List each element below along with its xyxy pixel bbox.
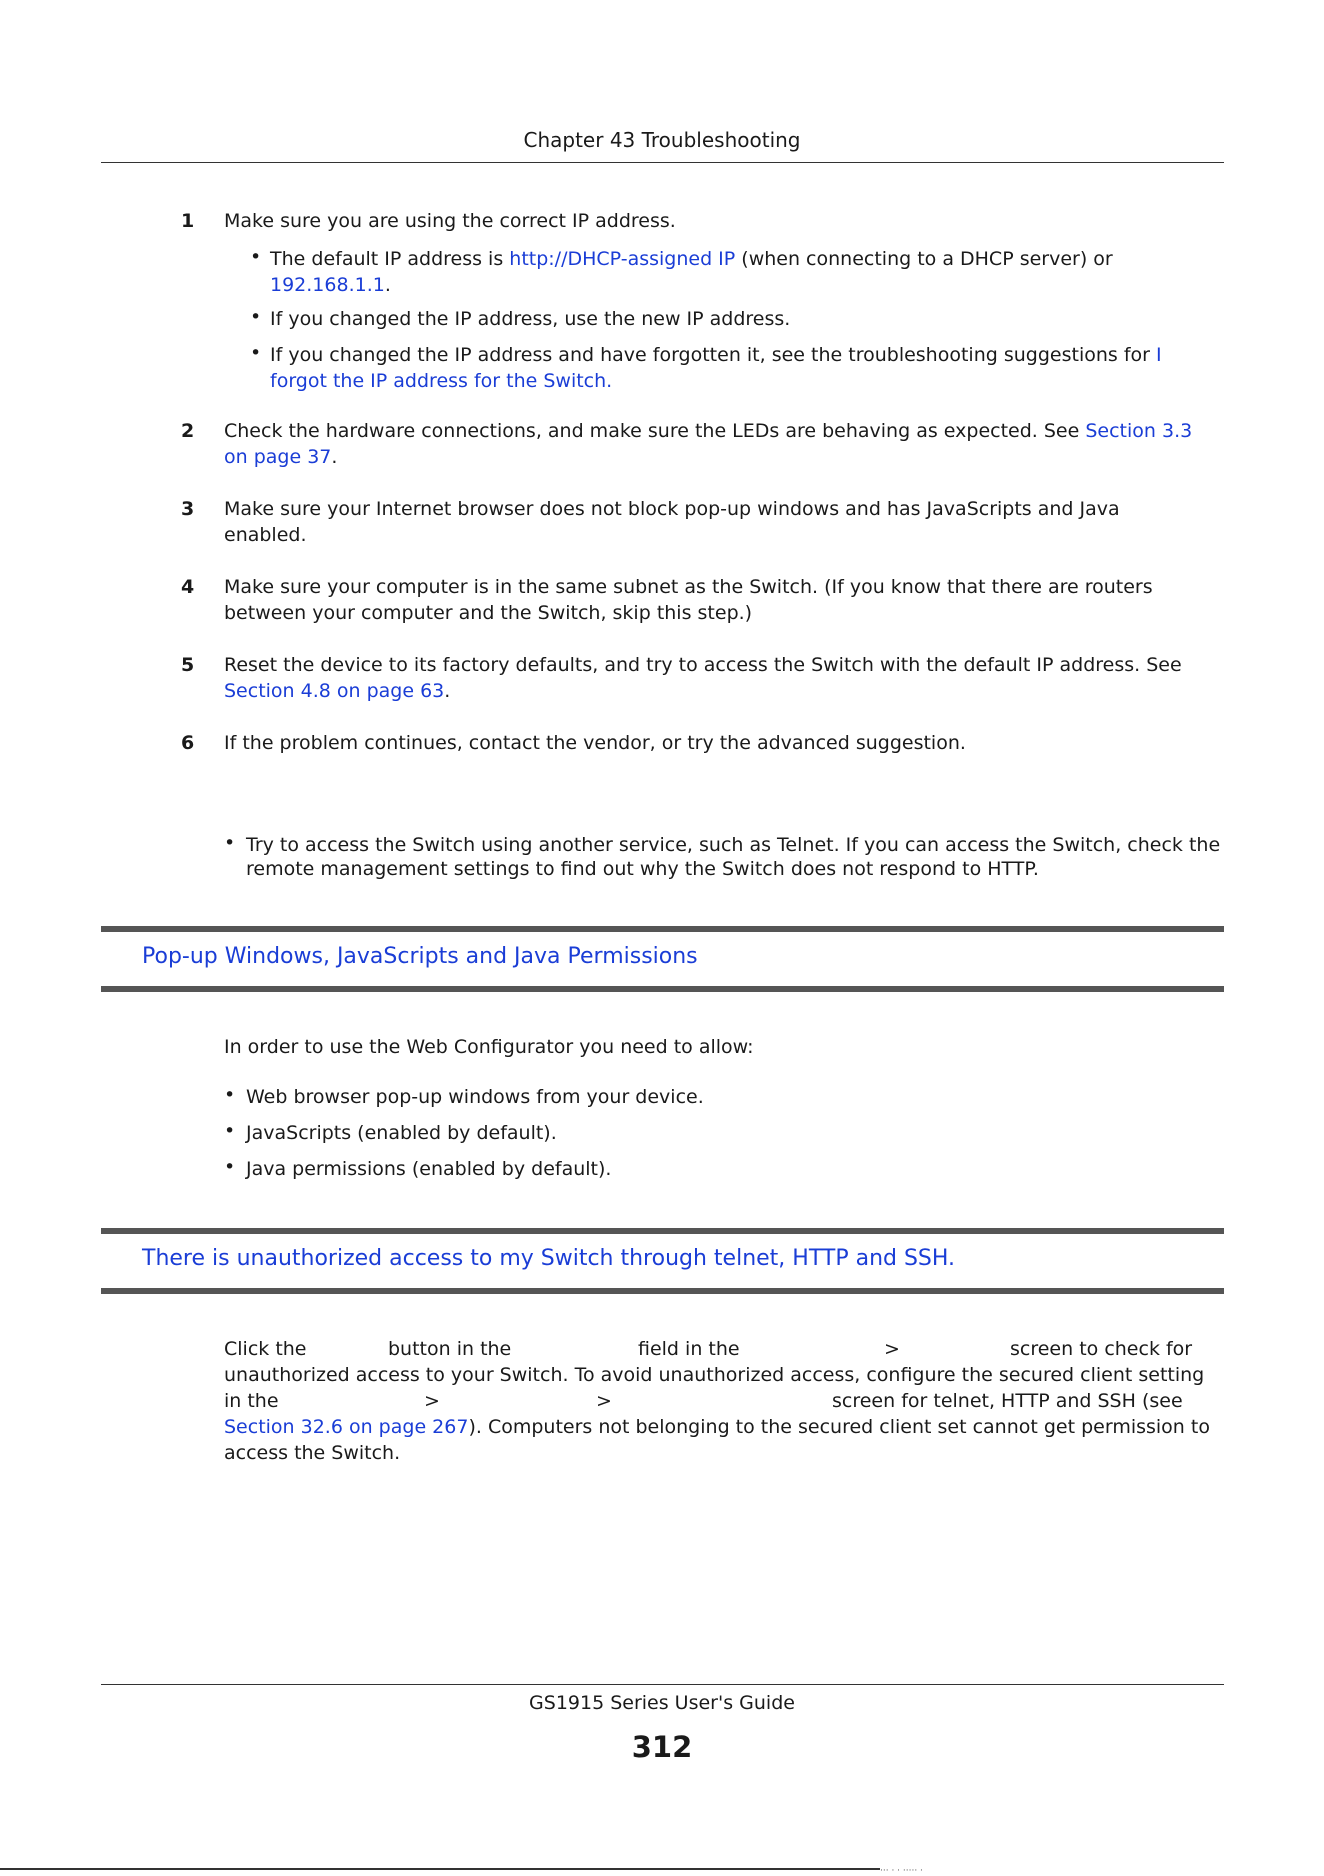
bullet-text: If you changed the IP address and have forgotten it, see the troubleshooting suggestions for I: [270, 344, 1162, 366]
advanced-text-cont: remote management settings to find out why the Switch does not respond to HTTP.: [246, 858, 1039, 880]
step-text: Check the hardware connections, and make sure the LEDs are behaving as expected. See Section 3.3: [224, 420, 1193, 442]
forgot-ip-link[interactable]: I: [1156, 344, 1162, 366]
step-text: If the problem continues, contact the vendor, or try the advanced suggestion.: [224, 732, 966, 754]
access-text: >: [884, 1338, 900, 1360]
popup-bullet: Web browser pop-up windows from your device.: [246, 1086, 704, 1108]
access-text: access the Switch.: [224, 1442, 401, 1464]
bullet: •: [224, 832, 236, 854]
bottom-edge-rule: [0, 1868, 880, 1870]
popup-bullet: JavaScripts (enabled by default).: [246, 1122, 557, 1144]
bottom-edge-text: ··· · · ····· ·: [880, 1866, 923, 1876]
section-4-8-link[interactable]: Section 4.8 on page 63: [224, 680, 445, 702]
access-text: Section 32.6 on page 267). Computers not belonging to the secured client set cannot get permission to: [224, 1416, 1210, 1438]
header-rule: [101, 162, 1224, 163]
section-title-access: There is unauthorized access to my Switch through telnet, HTTP and SSH.: [142, 1246, 956, 1271]
access-text: screen to check for: [1010, 1338, 1193, 1360]
running-header: Chapter 43 Troubleshooting: [523, 128, 801, 152]
bullet: •: [224, 1120, 236, 1142]
ip-192-link[interactable]: 192.168.1.1: [270, 274, 385, 296]
popup-intro: In order to use the Web Configurator you need to allow:: [224, 1036, 754, 1058]
step-number: 3: [181, 498, 195, 520]
bullet: •: [250, 306, 262, 328]
access-text: >: [424, 1390, 440, 1412]
section-3-3-link[interactable]: Section 3.3: [1085, 420, 1193, 442]
access-text: screen for telnet, HTTP and SSH (see: [832, 1390, 1183, 1412]
bullet: •: [250, 342, 262, 364]
section-title-popup: Pop-up Windows, JavaScripts and Java Permissions: [142, 944, 698, 969]
bullet: •: [224, 1156, 236, 1178]
step-text-cont: enabled.: [224, 524, 307, 546]
advanced-text: Try to access the Switch using another service, such as Telnet. If you can access the Switch, check the: [246, 834, 1221, 856]
step-text-cont: between your computer and the Switch, skip this step.): [224, 602, 753, 624]
bullet-text-cont: 192.168.1.1.: [270, 274, 391, 296]
access-text: unauthorized access to your Switch. To avoid unauthorized access, configure the secured client setting: [224, 1364, 1205, 1386]
page-number: 312: [631, 1730, 693, 1764]
step-number: 2: [181, 420, 195, 442]
step-text: Make sure your Internet browser does not block pop-up windows and has JavaScripts and Java: [224, 498, 1120, 520]
step-text-cont: on page 37.: [224, 446, 338, 468]
section-32-6-link[interactable]: Section 32.6 on page 267: [224, 1416, 469, 1438]
step-text: Make sure you are using the correct IP address.: [224, 210, 676, 232]
footer-rule: [101, 1684, 1224, 1685]
default-ip-link[interactable]: http://DHCP-assigned IP: [509, 248, 736, 270]
access-text: button in the: [388, 1338, 512, 1360]
step-text-cont: Section 4.8 on page 63.: [224, 680, 451, 702]
bullet: •: [224, 1084, 236, 1106]
bullet: •: [250, 246, 262, 268]
section-rule-top: [101, 1228, 1224, 1234]
step-number: 6: [181, 732, 195, 754]
step-number: 1: [181, 210, 195, 232]
step-number: 4: [181, 576, 195, 598]
access-text: >: [596, 1390, 612, 1412]
section-rule-bottom: [101, 1288, 1224, 1294]
step-number: 5: [181, 654, 195, 676]
access-text: in the: [224, 1390, 279, 1412]
forgot-ip-link-cont[interactable]: forgot the IP address for the Switch.: [270, 370, 613, 392]
popup-bullet: Java permissions (enabled by default).: [246, 1158, 612, 1180]
step-text: Reset the device to its factory defaults, and try to access the Switch with the default IP address. See: [224, 654, 1182, 676]
access-text: Click the: [224, 1338, 307, 1360]
page-37-link[interactable]: on page 37: [224, 446, 332, 468]
bullet-text: If you changed the IP address, use the new IP address.: [270, 308, 791, 330]
footer-title: GS1915 Series User's Guide: [529, 1692, 795, 1714]
section-rule-bottom: [101, 986, 1224, 992]
step-text: Make sure your computer is in the same subnet as the Switch. (If you know that there are routers: [224, 576, 1153, 598]
section-rule-top: [101, 926, 1224, 932]
bullet-text: The default IP address is http://DHCP-assigned IP (when connecting to a DHCP server) or: [270, 248, 1113, 270]
access-text: field in the: [638, 1338, 740, 1360]
